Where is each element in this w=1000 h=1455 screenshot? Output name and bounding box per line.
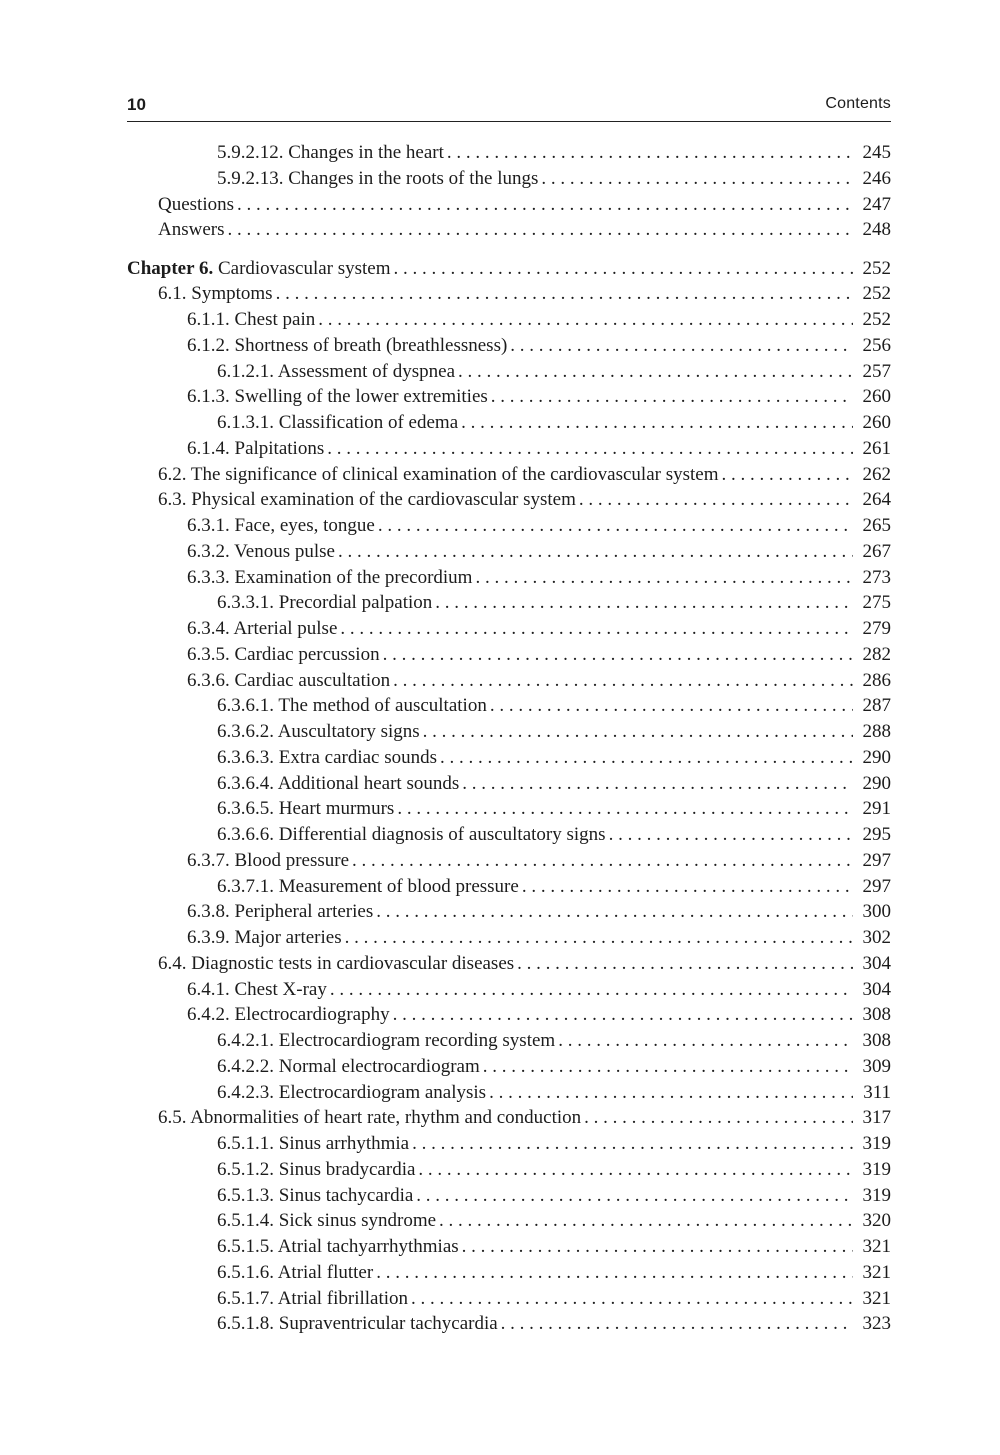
toc-entry-title: 6.3.3.1. Precordial palpation (217, 592, 433, 614)
toc-entry-title: 6.3.9. Major arteries (187, 927, 342, 948)
toc-entry-page: 311 (863, 1081, 891, 1103)
dot-leader (721, 462, 853, 488)
toc-entry (127, 1054, 891, 1080)
toc-entry (127, 1002, 891, 1028)
toc-entry (127, 140, 891, 166)
dot-leader (378, 513, 853, 539)
toc-entry-title: 6.3.8. Peripheral arteries (187, 901, 374, 923)
dot-leader (276, 281, 853, 307)
toc-entry-title: 6.2. The significance of clinical examination of the cardiovascular system (158, 463, 719, 485)
toc-entry-page: 319 (862, 1184, 891, 1206)
chapter-label: Chapter 6. (127, 257, 214, 279)
dot-leader (439, 1208, 853, 1234)
toc-entry-title: 6.5.1.1. Sinus arrhythmia (217, 1133, 410, 1154)
toc-entry (127, 693, 891, 719)
toc-entry-page: 247 (862, 193, 891, 215)
toc-entry (127, 771, 891, 797)
toc-entry-title: 6.3.6.6. Differential diagnosis of auscultatory signs (217, 824, 606, 845)
dot-leader (327, 436, 853, 462)
toc-entry (127, 796, 891, 822)
toc-entry-title: 6.4.2.1. Electrocardiogram recording system (217, 1030, 556, 1051)
dot-leader (440, 745, 853, 771)
toc-entry (127, 745, 891, 771)
toc-entry-title: 6.3.6.3. Extra cardiac sounds (217, 746, 438, 768)
toc-entry-title: 6.5.1.3. Sinus tachycardia (217, 1184, 414, 1206)
dot-leader (510, 333, 853, 359)
toc-entry-page: 309 (862, 1055, 891, 1077)
toc-entry (127, 642, 891, 668)
dot-leader (584, 1105, 853, 1131)
toc-entry (127, 925, 891, 951)
toc-entry (127, 1286, 891, 1312)
table-of-contents (127, 140, 891, 1337)
dot-leader (517, 951, 853, 977)
toc-entry (127, 822, 891, 848)
toc-entry-page: 308 (862, 1004, 891, 1026)
dot-leader (338, 539, 853, 565)
dot-leader (340, 616, 853, 642)
toc-entry-title: 6.4.2. Electrocardiography (187, 1004, 390, 1026)
toc-entry-page: 300 (862, 901, 891, 923)
toc-entry-page: 246 (862, 167, 891, 189)
toc-entry (127, 719, 891, 745)
toc-entry-title: 6.3.3. Examination of the precordium (187, 566, 473, 588)
dot-leader (447, 140, 853, 166)
toc-entry-title: 6.3.7.1. Measurement of blood pressure (217, 875, 519, 897)
toc-entry-page: 321 (862, 1287, 891, 1309)
dot-leader (228, 217, 854, 243)
toc-entry (127, 487, 891, 513)
page-header (127, 93, 891, 122)
toc-entry (127, 1028, 891, 1054)
toc-entry-title: 5.9.2.13. Changes in the roots of the lungs (217, 167, 539, 189)
toc-entry-page: 290 (862, 772, 891, 794)
toc-entry-title: 6.3.7. Blood pressure (187, 849, 350, 871)
toc-entry (127, 359, 891, 385)
dot-leader (418, 1157, 853, 1183)
toc-entry-page: 304 (862, 978, 891, 1000)
toc-entry-page: 257 (862, 360, 891, 382)
toc-entry-title: 5.9.2.12. Changes in the heart (217, 142, 444, 163)
dot-leader (501, 1311, 853, 1337)
dot-leader (383, 642, 853, 668)
toc-entry-page: 319 (862, 1133, 891, 1154)
toc-entry-title: 6.1.2.1. Assessment of dyspnea (217, 360, 456, 382)
toc-entry-page: 262 (862, 463, 891, 485)
toc-entry-page: 287 (862, 695, 891, 717)
toc-entry-title: 6.3.6.2. Auscultatory signs (217, 721, 420, 742)
toc-entry-page: 320 (862, 1210, 891, 1232)
toc-entry-page: 264 (862, 489, 891, 511)
toc-entry (127, 1080, 891, 1106)
toc-entry-title: 6.3.6.4. Additional heart sounds (217, 772, 460, 794)
toc-entry-title: 6.5.1.7. Atrial fibrillation (217, 1287, 409, 1309)
dot-leader (397, 796, 853, 822)
toc-entry-page: 295 (862, 824, 891, 845)
toc-entry-page: 279 (862, 618, 891, 639)
dot-leader (376, 899, 853, 925)
toc-entry-title: 6.3.6.1. The method of auscultation (217, 695, 487, 717)
toc-entry-title (127, 256, 391, 282)
toc-entry-title: 6.4.2.3. Electrocardiogram analysis (217, 1081, 487, 1103)
dot-leader (558, 1028, 853, 1054)
toc-entry-title: 6.5.1.2. Sinus bradycardia (217, 1158, 416, 1180)
toc-entry (127, 384, 891, 410)
toc-entry-title: 6.3.5. Cardiac percussion (187, 643, 380, 665)
chapter-title: Cardiovascular system (217, 257, 391, 279)
toc-entry-title: 6.3.4. Arterial pulse (187, 618, 338, 639)
toc-entry (127, 1234, 891, 1260)
toc-entry (127, 874, 891, 900)
toc-entry-page: 319 (862, 1158, 891, 1180)
dot-leader (393, 1002, 853, 1028)
toc-entry-page: 248 (862, 219, 891, 241)
toc-entry (127, 1105, 891, 1131)
toc-entry (127, 616, 891, 642)
toc-entry-page: 282 (862, 643, 891, 665)
toc-entry (127, 333, 891, 359)
dot-leader (237, 192, 853, 218)
dot-leader (352, 848, 853, 874)
toc-entry (127, 668, 891, 694)
toc-entry-page: 245 (862, 142, 891, 163)
toc-entry-page: 256 (862, 334, 891, 356)
toc-entry (127, 192, 891, 218)
toc-entry-title: 6.1.3. Swelling of the lower extremities (187, 386, 488, 408)
dot-leader (330, 977, 853, 1003)
toc-entry-page: 302 (862, 927, 891, 948)
toc-entry-page: 288 (862, 721, 891, 742)
toc-entry (127, 436, 891, 462)
toc-entry (127, 590, 891, 616)
toc-entry-title: Questions (158, 193, 234, 215)
toc-entry-page: 260 (862, 386, 891, 408)
dot-leader (435, 590, 853, 616)
toc-entry-page: 265 (862, 515, 891, 536)
toc-entry-title: 6.4.1. Chest X-ray (187, 978, 327, 1000)
dot-leader (416, 1183, 853, 1209)
toc-entry-page: 252 (862, 257, 891, 279)
toc-entry-title: 6.4.2.2. Normal electrocardiogram (217, 1055, 480, 1077)
toc-entry-page: 321 (862, 1236, 891, 1257)
toc-entry-page: 321 (862, 1261, 891, 1283)
toc-entry (127, 565, 891, 591)
toc-entry-title: Answers (158, 219, 225, 241)
page-number: 10 (127, 95, 146, 114)
toc-entry-page: 317 (862, 1107, 891, 1129)
toc-entry (127, 513, 891, 539)
toc-entry (127, 1208, 891, 1234)
toc-entry-title: 6.3.6.5. Heart murmurs (217, 798, 395, 820)
toc-entry-title: 6.3.6. Cardiac auscultation (187, 669, 391, 691)
toc-entry-page: 275 (862, 592, 891, 614)
toc-entry-title: 6.5.1.8. Supraventricular tachycardia (217, 1313, 498, 1335)
dot-leader (483, 1054, 853, 1080)
toc-entry (127, 1311, 891, 1337)
toc-entry (127, 848, 891, 874)
dot-leader (423, 719, 853, 745)
toc-entry-title: 6.5.1.4. Sick sinus syndrome (217, 1210, 437, 1232)
toc-entry-page: 297 (862, 875, 891, 897)
toc-entry (127, 977, 891, 1003)
toc-entry-title: 6.5. Abnormalities of heart rate, rhythm and conduction (158, 1107, 582, 1129)
toc-entry (127, 217, 891, 243)
toc-entry (127, 410, 891, 436)
toc-entry-page: 267 (862, 540, 891, 562)
dot-leader (458, 359, 853, 385)
toc-entry (127, 1183, 891, 1209)
toc-entry-title: 6.1.1. Chest pain (187, 309, 316, 330)
dot-leader (541, 166, 853, 192)
toc-entry-page: 252 (862, 309, 891, 330)
toc-entry (127, 951, 891, 977)
toc-entry-page: 261 (862, 437, 891, 459)
dot-leader (490, 693, 853, 719)
running-head: Contents (825, 95, 891, 112)
toc-entry-title: 6.1.2. Shortness of breath (breathlessness) (187, 334, 508, 356)
toc-entry-page: 290 (862, 746, 891, 768)
toc-entry-page: 323 (862, 1313, 891, 1335)
toc-entry (127, 1131, 891, 1157)
toc-entry-title: 6.3.2. Venous pulse (187, 540, 335, 562)
dot-leader (522, 874, 853, 900)
dot-leader (579, 487, 853, 513)
toc-entry-title: 6.1. Symptoms (158, 283, 273, 305)
dot-leader (412, 1131, 853, 1157)
dot-leader (318, 307, 853, 333)
toc-entry-page: 291 (862, 798, 891, 820)
toc-chapter-entry (127, 256, 891, 282)
dot-leader (462, 771, 853, 797)
toc-entry (127, 281, 891, 307)
dot-leader (345, 925, 853, 951)
toc-entry-title: 6.3. Physical examination of the cardiovascular system (158, 489, 576, 511)
toc-entry (127, 462, 891, 488)
dot-leader (609, 822, 853, 848)
toc-entry-page: 286 (862, 669, 891, 691)
dot-leader (411, 1286, 853, 1312)
dot-leader (376, 1260, 853, 1286)
dot-leader (475, 565, 853, 591)
toc-entry-page: 252 (862, 283, 891, 305)
toc-entry-title: 6.1.4. Palpitations (187, 437, 325, 459)
toc-entry (127, 1157, 891, 1183)
toc-entry-title: 6.1.3.1. Classification of edema (217, 412, 459, 433)
toc-entry-title: 6.3.1. Face, eyes, tongue (187, 515, 375, 536)
toc-entry-page: 273 (862, 566, 891, 588)
toc-entry (127, 166, 891, 192)
toc-entry-page: 260 (862, 412, 891, 433)
toc-entry (127, 539, 891, 565)
dot-leader (462, 1234, 853, 1260)
toc-entry (127, 307, 891, 333)
dot-leader (491, 384, 853, 410)
toc-entry-page: 308 (862, 1030, 891, 1051)
dot-leader (394, 256, 853, 282)
toc-entry-title: 6.4. Diagnostic tests in cardiovascular diseases (158, 952, 515, 974)
dot-leader (489, 1080, 853, 1106)
toc-entry-title: 6.5.1.5. Atrial tachyarrhythmias (217, 1236, 459, 1257)
toc-entry (127, 1260, 891, 1286)
toc-entry-page: 304 (862, 952, 891, 974)
toc-entry (127, 899, 891, 925)
toc-entry-page: 297 (862, 849, 891, 871)
dot-leader (393, 668, 853, 694)
toc-entry-title: 6.5.1.6. Atrial flutter (217, 1261, 374, 1283)
dot-leader (461, 410, 853, 436)
